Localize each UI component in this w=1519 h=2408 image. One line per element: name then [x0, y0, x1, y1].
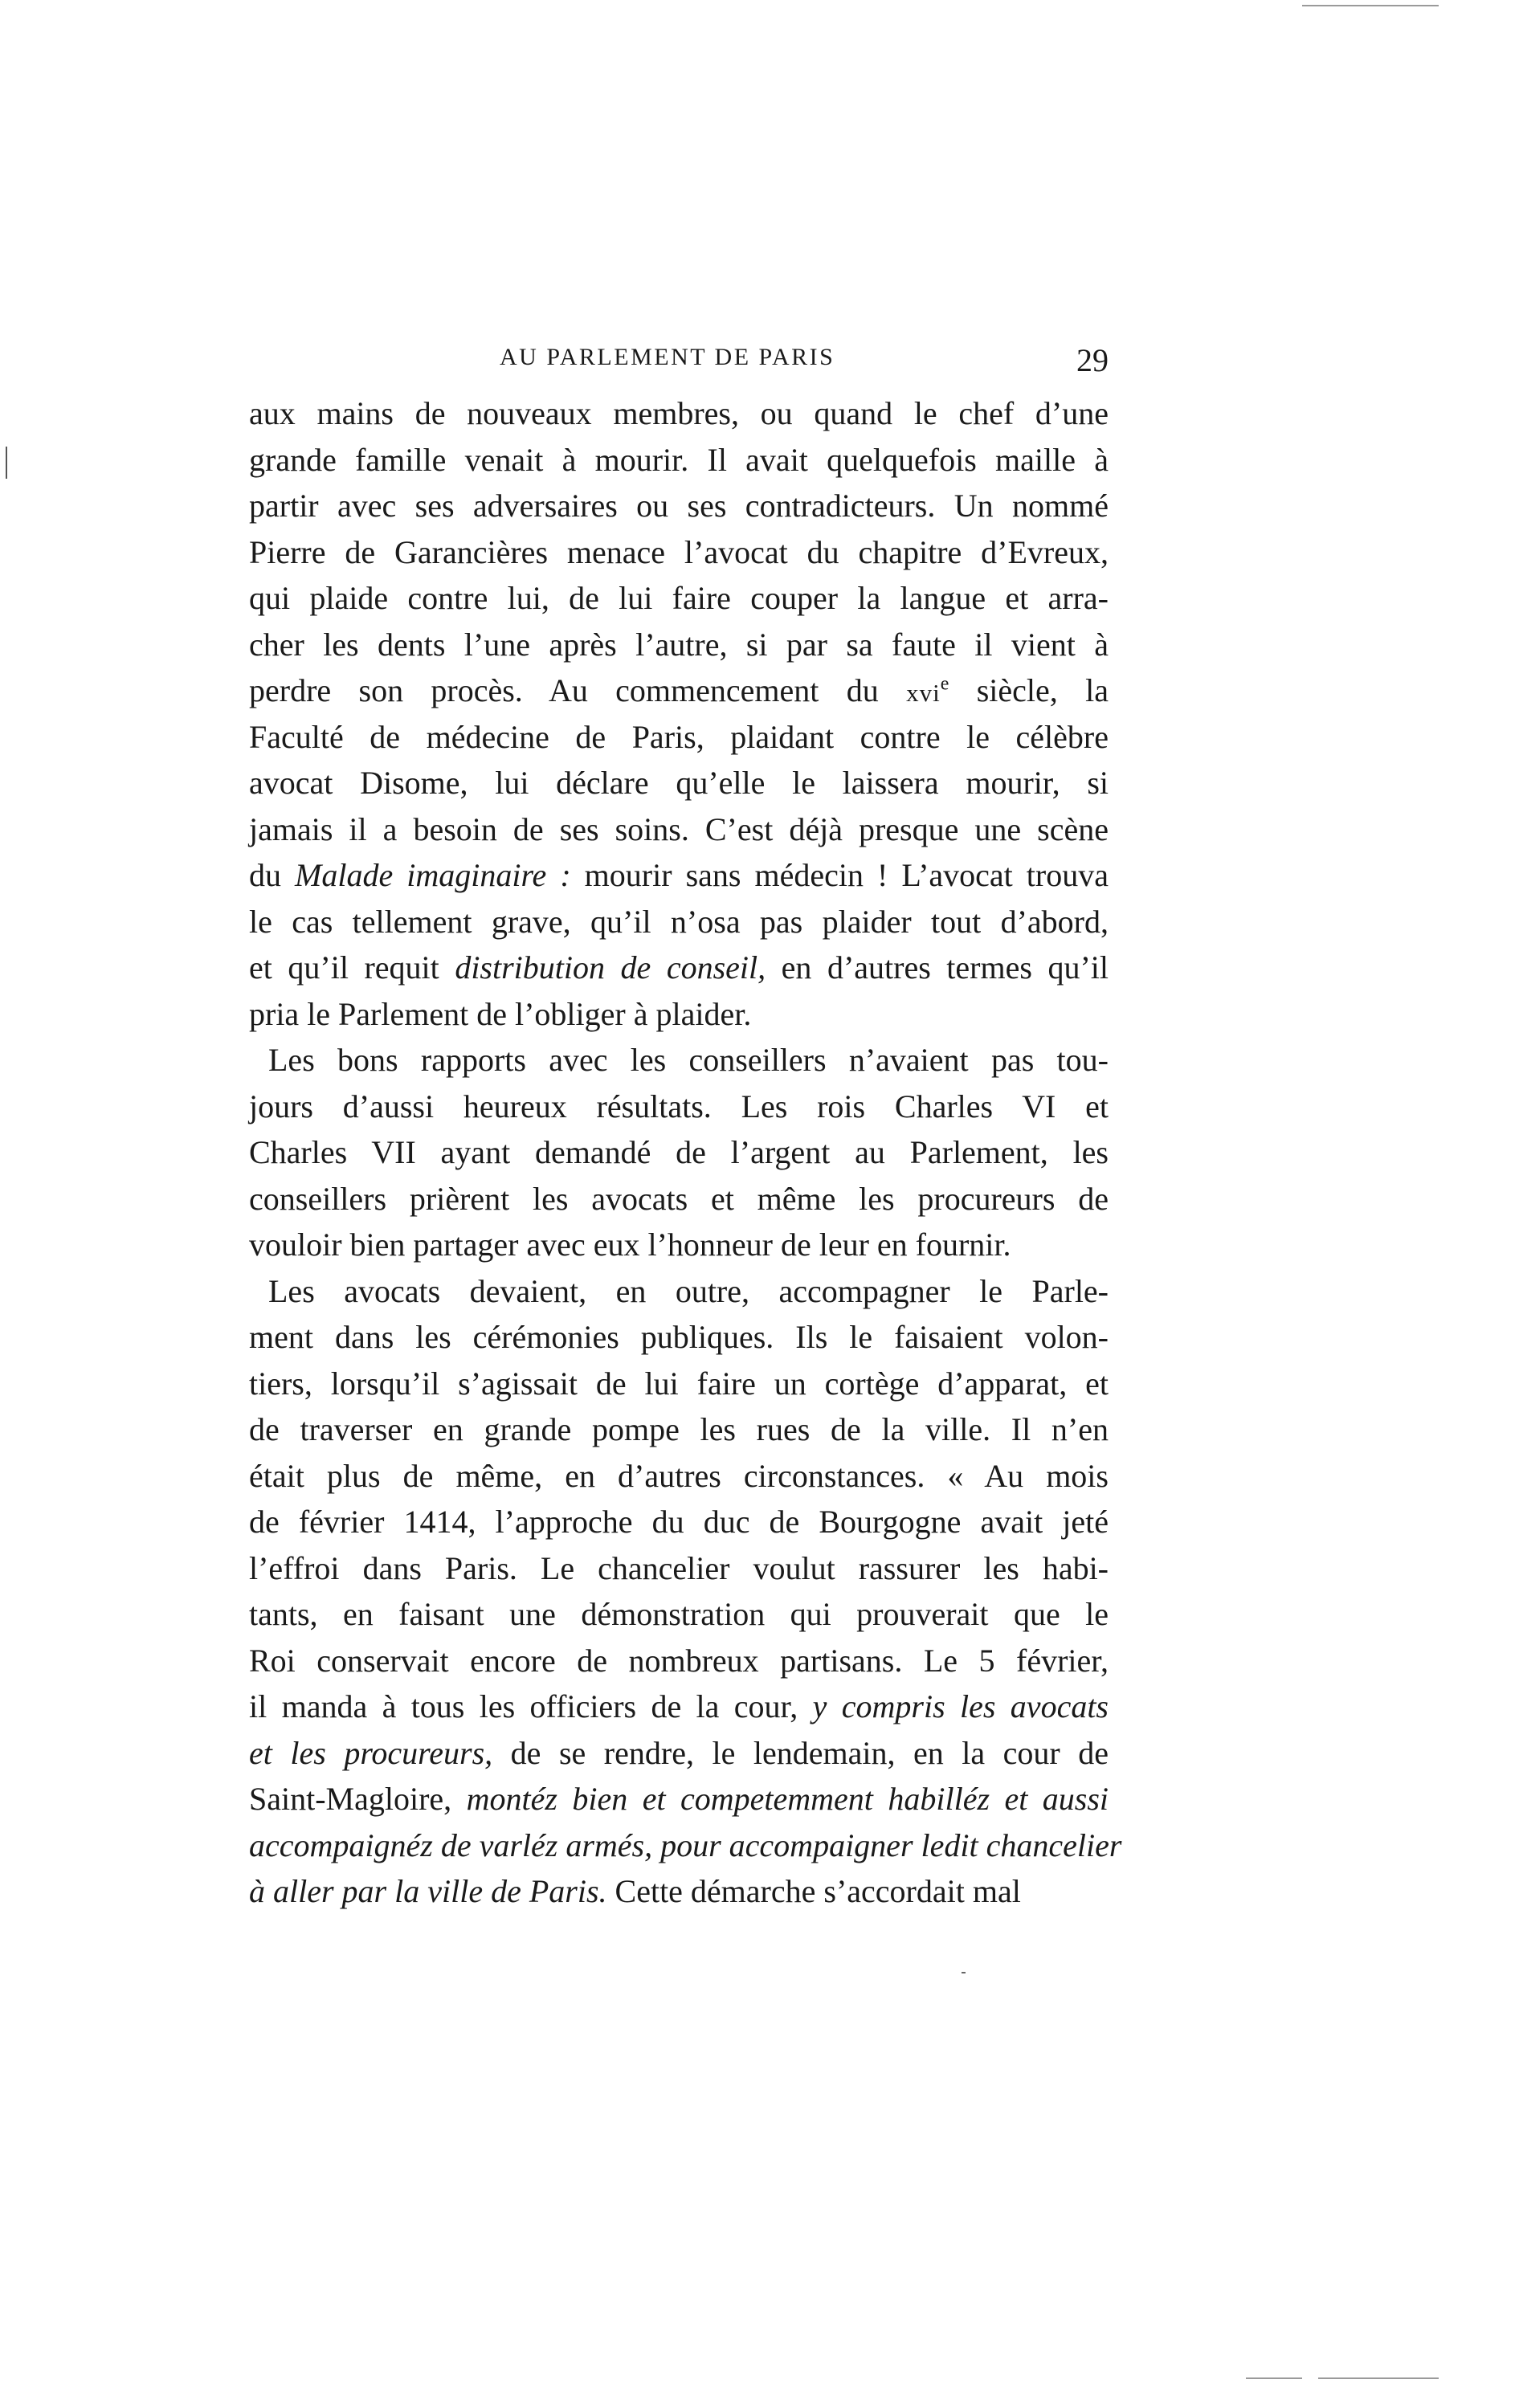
text-line [249, 945, 1109, 991]
running-title: AU PARLEMENT DE PARIS [500, 344, 835, 370]
text-line [249, 483, 1109, 529]
text-segment: pria le Parlement de l’obliger à plaider. [249, 995, 752, 1032]
text-line [249, 1129, 1109, 1176]
text-segment: Saint-Magloire, [249, 1781, 467, 1817]
text-segment: avocat Disome, lui déclare qu’elle le laissera mourir, si [249, 765, 1109, 801]
text-segment: siècle, la [949, 672, 1109, 708]
margin-mark [6, 447, 7, 479]
text-line [249, 1545, 1109, 1592]
text-segment: mourir sans médecin ! L’avocat trouva [570, 857, 1109, 893]
text-line [249, 1176, 1109, 1222]
text-segment: xvi [906, 679, 941, 707]
text-line [249, 806, 1109, 853]
text-segment: grande famille venait à mourir. Il avait quelquefois maille à [249, 441, 1109, 478]
italic-text: distribution de conseil, [455, 949, 766, 986]
text-line [249, 575, 1109, 622]
text-segment: vouloir bien partager avec eux l’honneur de leur en fournir. [249, 1226, 1011, 1263]
italic-text: montéz bien et competemment habilléz et aussi [466, 1781, 1109, 1817]
text-segment: perdre son procès. Au commencement du [249, 672, 907, 708]
text-line [249, 1638, 1109, 1684]
text-segment: Faculté de médecine de Paris, plaidant contre le célèbre [249, 718, 1109, 755]
italic-text: et les procureurs, [249, 1734, 493, 1771]
italic-text: à aller par la ville de Paris. [249, 1873, 607, 1909]
text-segment: et qu’il requit [249, 949, 455, 986]
text-segment: cher les dents l’une après l’autre, si par sa faute il vient à [249, 626, 1109, 663]
text-line [249, 1361, 1109, 1407]
text-segment: il manda à tous les officiers de la cour, [249, 1688, 813, 1724]
text-segment: de traverser en grande pompe les rues de la ville. Il n’en [249, 1411, 1109, 1447]
text-line [249, 1406, 1109, 1453]
text-line [249, 1591, 1109, 1638]
text-line [249, 1730, 1109, 1777]
text-segment: partir avec ses adversaires ou ses contradicteurs. Un nommé [249, 488, 1109, 524]
text-segment: qui plaide contre lui, de lui faire couper la langue et arra- [249, 580, 1109, 616]
text-segment: jours d’aussi heureux résultats. Les rois Charles VI et [249, 1088, 1109, 1124]
text-line [249, 1268, 1109, 1315]
text-segment: jamais il a besoin de ses soins. C’est déjà presque une scène [249, 810, 1109, 847]
bottom-edge-rule-left [1246, 2377, 1302, 2379]
text-line [249, 1822, 1122, 1869]
text-line [249, 899, 1109, 945]
text-line [249, 529, 1109, 576]
text-line [249, 714, 1109, 761]
text-segment: Pierre de Garancières menace l’avocat du chapitre d’Evreux, [249, 533, 1109, 570]
text-segment: de se rendre, le lendemain, en la cour de [492, 1734, 1109, 1771]
text-line [249, 1868, 1109, 1915]
italic-text: accompaignéz de varléz armés, pour accompaigner ledit chancelier [249, 1826, 1122, 1863]
text-segment: Cette démarche s’accordait mal [606, 1873, 1021, 1909]
text-segment: aux mains de nouveaux membres, ou quand le chef d’une [249, 395, 1109, 431]
text-segment: conseillers prièrent les avocats et même les procureurs de [249, 1180, 1109, 1217]
bottom-edge-rule-right [1318, 2377, 1439, 2379]
text-line [249, 1499, 1109, 1545]
text-segment: e [940, 673, 949, 695]
top-edge-rule [1302, 5, 1439, 6]
text-line [249, 1314, 1109, 1361]
text-segment: de février 1414, l’approche du duc de Bourgogne avait jeté [249, 1504, 1109, 1540]
text-line [249, 390, 1109, 437]
italic-text: Malade imaginaire : [295, 857, 571, 893]
text-segment: Les avocats devaient, en outre, accompagner le Parle- [268, 1272, 1109, 1309]
text-segment: le cas tellement grave, qu’il n’osa pas plaider tout d’abord, [249, 903, 1109, 940]
text-line [249, 1037, 1109, 1084]
text-line [249, 1776, 1109, 1822]
text-line [249, 991, 1109, 1038]
text-line [249, 1453, 1109, 1500]
text-segment: Roi conservait encore de nombreux partisans. Le 5 février, [249, 1642, 1109, 1679]
text-segment: tiers, lorsqu’il s’agissait de lui faire un cortège d’apparat, et [249, 1365, 1109, 1402]
text-line [249, 437, 1109, 484]
text-segment: était plus de même, en d’autres circonstances. « Au mois [249, 1457, 1109, 1494]
page-number: 29 [1076, 342, 1109, 378]
running-head [249, 341, 1109, 390]
text-segment: Les bons rapports avec les conseillers n’avaient pas tou- [268, 1042, 1109, 1078]
ink-speck [962, 1972, 966, 1973]
text-segment: du [249, 857, 296, 893]
text-line [249, 1684, 1109, 1730]
text-line [249, 1084, 1109, 1130]
italic-text: y compris les avocats [812, 1688, 1109, 1724]
text-segment: en d’autres termes qu’il [766, 949, 1109, 986]
text-line [249, 852, 1109, 899]
body-text [249, 390, 1122, 1915]
text-line [249, 760, 1109, 806]
text-segment: ment dans les cérémonies publiques. Ils le faisaient volon- [249, 1319, 1109, 1355]
text-line [249, 622, 1109, 668]
text-segment: l’effroi dans Paris. Le chancelier voulut rassurer les habi- [249, 1549, 1109, 1586]
text-line [249, 1222, 1109, 1268]
text-segment: tants, en faisant une démonstration qui prouverait que le [249, 1596, 1109, 1632]
text-line [249, 667, 1109, 714]
text-segment: Charles VII ayant demandé de l’argent au Parlement, les [249, 1134, 1109, 1170]
